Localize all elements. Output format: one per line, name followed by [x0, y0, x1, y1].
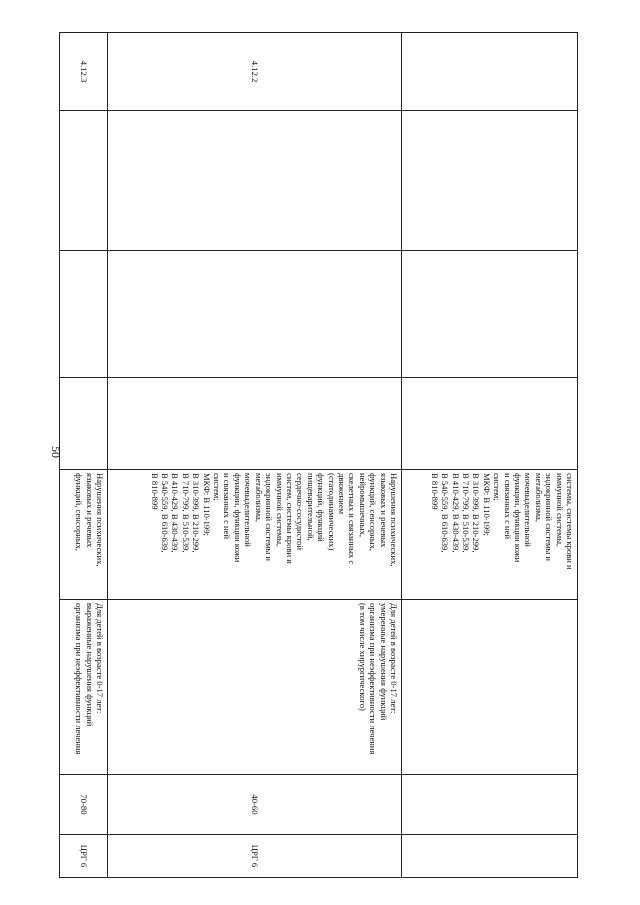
systems-cell: Нарушения психических, языковых и речевых функций, сенсорных, нейромышечных, скелетных и связанных с движением (статодинамических) функций, функций пищеварительной, сердечно-сосудистой систем, системы крови и иммунной системы, эндокринной системы и метаболизма, мочевыделительной функции, функции кожи и связанных с ней систем; МКФ: В 110-199; В 310-399, В 210-299, В 710-799, В 510-539, В 410-429, В 430-439, В 540-559, В 610-639, В 810-899 [108, 470, 402, 600]
row-id-cell: 4.12.3 [60, 33, 108, 111]
range-cell: 70-80 [60, 775, 108, 835]
table-cell [108, 378, 402, 470]
table-row [108, 33, 402, 878]
code-cell: ЦРГ 6 [108, 835, 402, 878]
table-cell [402, 251, 578, 378]
table-cell [60, 378, 108, 470]
range-cell: 40-60 [108, 775, 402, 835]
range-cell [402, 775, 578, 835]
table-cell [402, 378, 578, 470]
code-cell: ЦРГ 6 [60, 835, 108, 878]
table-cell [60, 111, 108, 251]
code-cell [402, 835, 578, 878]
row-id-cell: 4.12.2 [108, 33, 402, 111]
table-row [402, 33, 578, 878]
table-cell [402, 111, 578, 251]
table-cell [60, 251, 108, 378]
systems-cell: Нарушения психических, языковых и речевых функций, сенсорных, [60, 470, 108, 600]
description-cell [402, 600, 578, 775]
rotated-page-content [60, 32, 578, 877]
table-cell [108, 111, 402, 251]
systems-cell: системы, системы крови и иммунной системы, эндокринной системы и метаболизма, мочевыделительной функции, функции кожи и связанных с ней систем; МКФ: В 110-199; В 310-399, В 210-299, В 710-799, В 510-539, В 410-429, В 430-439, В 540-559, В 610-639, В 810-899 [402, 470, 578, 600]
description-cell: Для детей в возрасте 0-17 лет: выраженные нарушения функций организма при неэффективности лечения [60, 600, 108, 775]
page-number: 50 [49, 446, 63, 458]
table-row [60, 33, 108, 878]
criteria-table [59, 32, 578, 878]
row-id-cell [402, 33, 578, 111]
description-cell: Для детей в возрасте 0-17 лет: умеренные нарушения функций организма при неэффективности лечения (в том числе хирургического) [108, 600, 402, 775]
table-cell [108, 251, 402, 378]
